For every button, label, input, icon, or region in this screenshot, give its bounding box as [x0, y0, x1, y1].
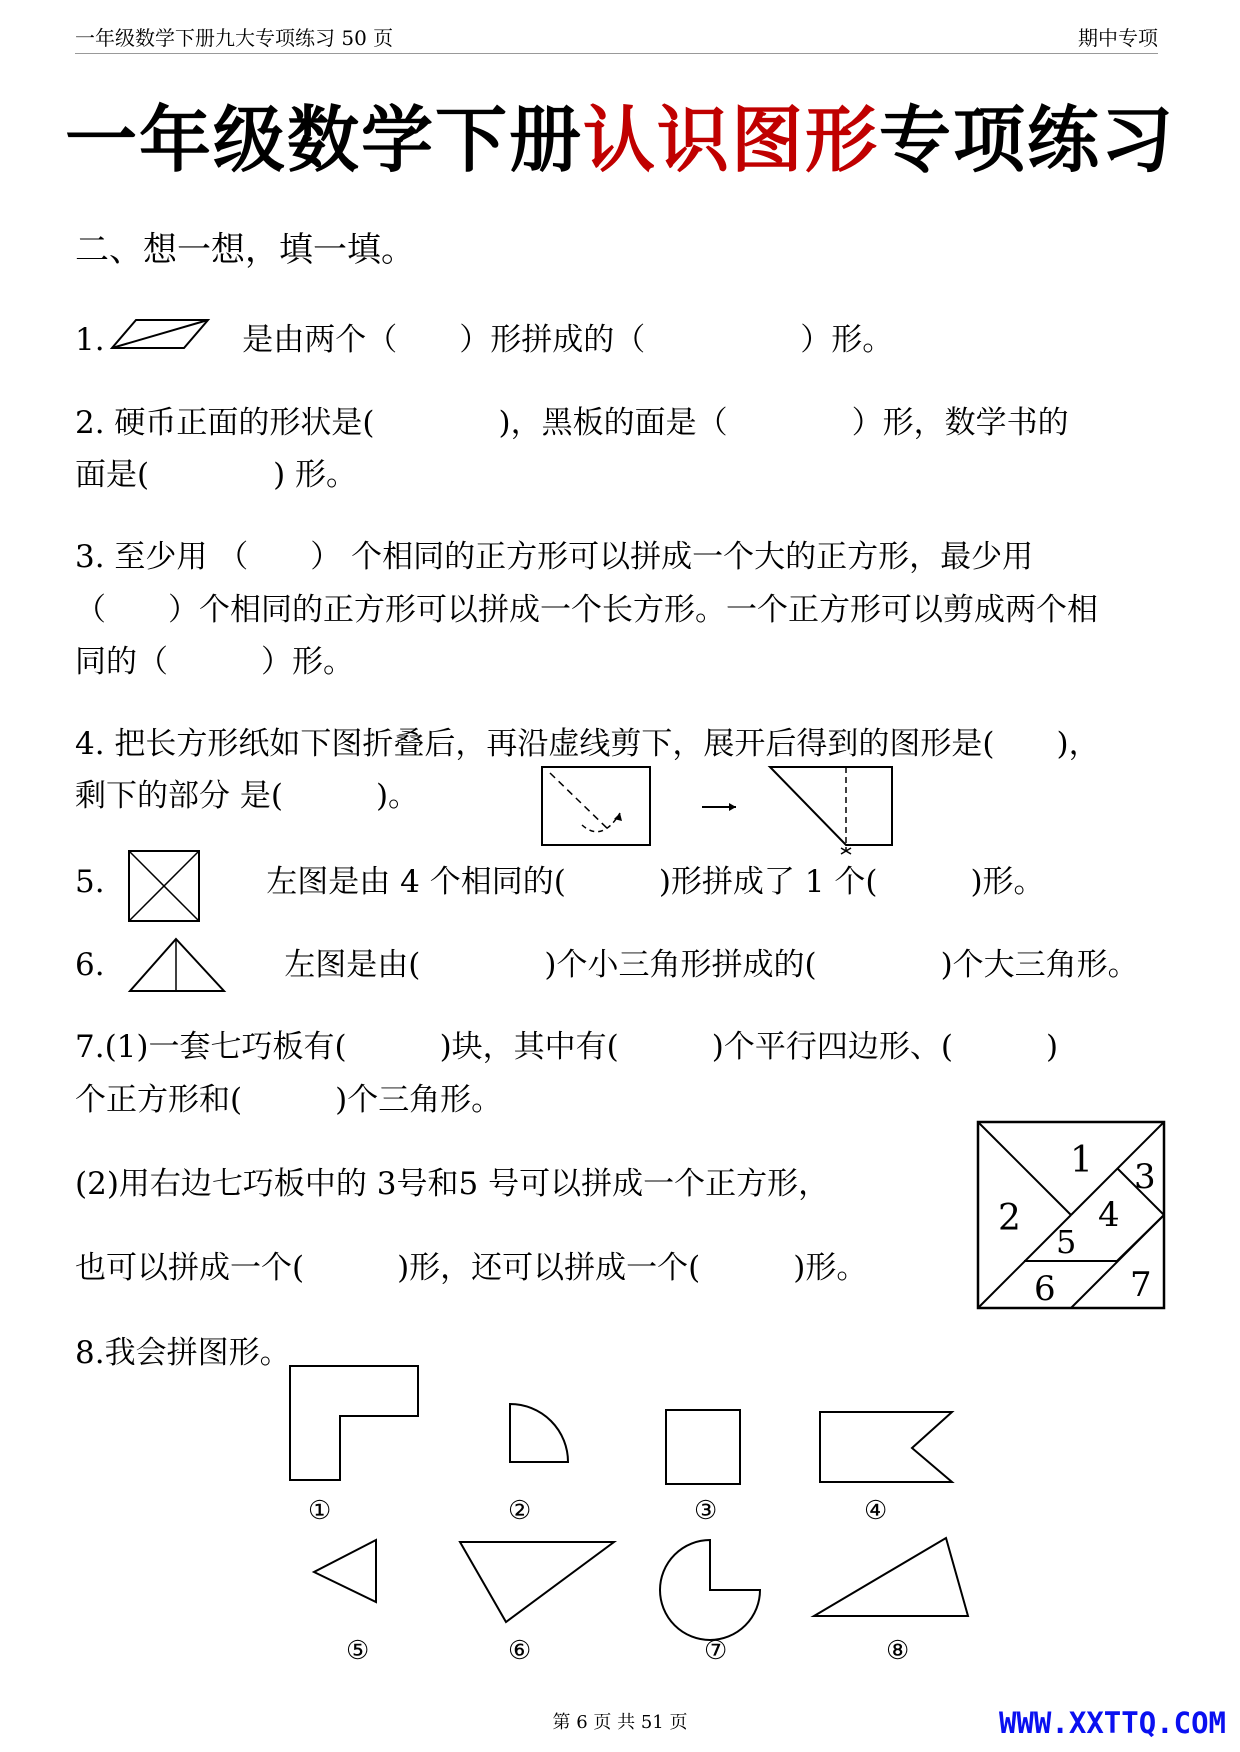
- shape-label-1: ①: [308, 1496, 332, 1526]
- tangram-figure: [976, 1120, 1166, 1310]
- question-4-line-2: 剩下的部分 是( )。: [75, 778, 420, 814]
- shape-6-triangle: [458, 1540, 618, 1626]
- q6-text: 左图是由( )个小三角形拼成的( )个大三角形。: [284, 947, 1139, 983]
- shape-4-notched-rectangle: [818, 1410, 964, 1486]
- shape-label-8: ⑧: [886, 1636, 910, 1666]
- tangram-number-7: 7: [1130, 1265, 1152, 1305]
- title-part-2-highlight: 认识图形: [582, 97, 879, 182]
- title-part-1: 一年级数学下册: [64, 97, 583, 182]
- tangram-number-2: 2: [998, 1198, 1021, 1239]
- header-right-text: 期中专项: [1078, 26, 1158, 50]
- shape-2-quarter-circle: [508, 1402, 572, 1464]
- question-7-line-1: 7.(1)一套七巧板有( )块，其中有( )个平行四边形、( ): [75, 1029, 1059, 1065]
- parallelogram-figure: [112, 318, 212, 352]
- shape-label-7: ⑦: [704, 1636, 728, 1666]
- tangram-number-1: 1: [1070, 1140, 1093, 1181]
- question-8: 8.我会拼图形。: [75, 1335, 291, 1371]
- q5-number: 5.: [75, 864, 105, 900]
- shape-label-3: ③: [694, 1496, 718, 1526]
- q6-number: 6.: [75, 947, 105, 983]
- q1-text: 是由两个（ ）形拼成的（ ）形。: [242, 322, 894, 358]
- question-3-line-1: 3. 至少用 （ ） 个相同的正方形可以拼成一个大的正方形，最少用: [75, 539, 1034, 575]
- question-3-line-3: 同的（ ）形。: [75, 644, 354, 680]
- q5-text: 左图是由 4 个相同的( )形拼成了 1 个( )形。: [266, 864, 1045, 900]
- q1-number: 1.: [75, 322, 105, 358]
- shape-label-2: ②: [508, 1496, 532, 1526]
- tangram-number-6: 6: [1034, 1269, 1056, 1309]
- question-7-line-4: 也可以拼成一个( )形，还可以拼成一个( )形。: [75, 1250, 868, 1286]
- shape-5-triangle: [312, 1538, 380, 1604]
- title-part-3: 专项练习: [879, 97, 1176, 182]
- question-6: [75, 939, 1139, 991]
- shape-label-4: ④: [864, 1496, 888, 1526]
- tangram-number-3: 3: [1134, 1157, 1156, 1197]
- question-7-line-3: (2)用右边七巧板中的 3号和5 号可以拼成一个正方形，: [75, 1166, 830, 1202]
- question-2-line-1: 2. 硬币正面的形状是( )，黑板的面是（ ）形，数学书的: [75, 405, 1069, 441]
- question-5: [75, 856, 1045, 908]
- watermark-text: WWW.XXTTQ.COM: [999, 1706, 1226, 1740]
- split-triangle-figure: [128, 937, 228, 995]
- page-footer: 第 6 页 共 51 页: [552, 1712, 688, 1733]
- page-title: [0, 82, 1240, 186]
- tangram-number-5: 5: [1056, 1223, 1077, 1261]
- question-4-line-1: 4. 把长方形纸如下图折叠后，再沿虚线剪下，展开后得到的图形是( )，: [75, 726, 1100, 762]
- shape-label-6: ⑥: [508, 1636, 532, 1666]
- shape-8-triangle: [812, 1536, 972, 1620]
- question-7-line-2: 个正方形和( )个三角形。: [75, 1082, 503, 1118]
- shape-label-5: ⑤: [346, 1636, 370, 1666]
- question-2-line-2: 面是( ) 形。: [75, 457, 358, 493]
- square-with-diagonals-figure: [128, 850, 200, 922]
- question-3-line-2: （ ）个相同的正方形可以拼成一个长方形。一个正方形可以剪成两个相: [75, 592, 1098, 628]
- shape-3-square: [664, 1408, 742, 1486]
- tangram-number-4: 4: [1098, 1195, 1120, 1235]
- shape-1-l-shape: [288, 1364, 422, 1482]
- section-title: 二、想一想，填一填。: [75, 230, 415, 270]
- shape-7-three-quarter-circle: [650, 1530, 766, 1646]
- fold-cut-diagram: [540, 765, 900, 855]
- header-left-text: 一年级数学下册九大专项练习 50 页: [75, 26, 394, 50]
- header-divider: [75, 53, 1158, 54]
